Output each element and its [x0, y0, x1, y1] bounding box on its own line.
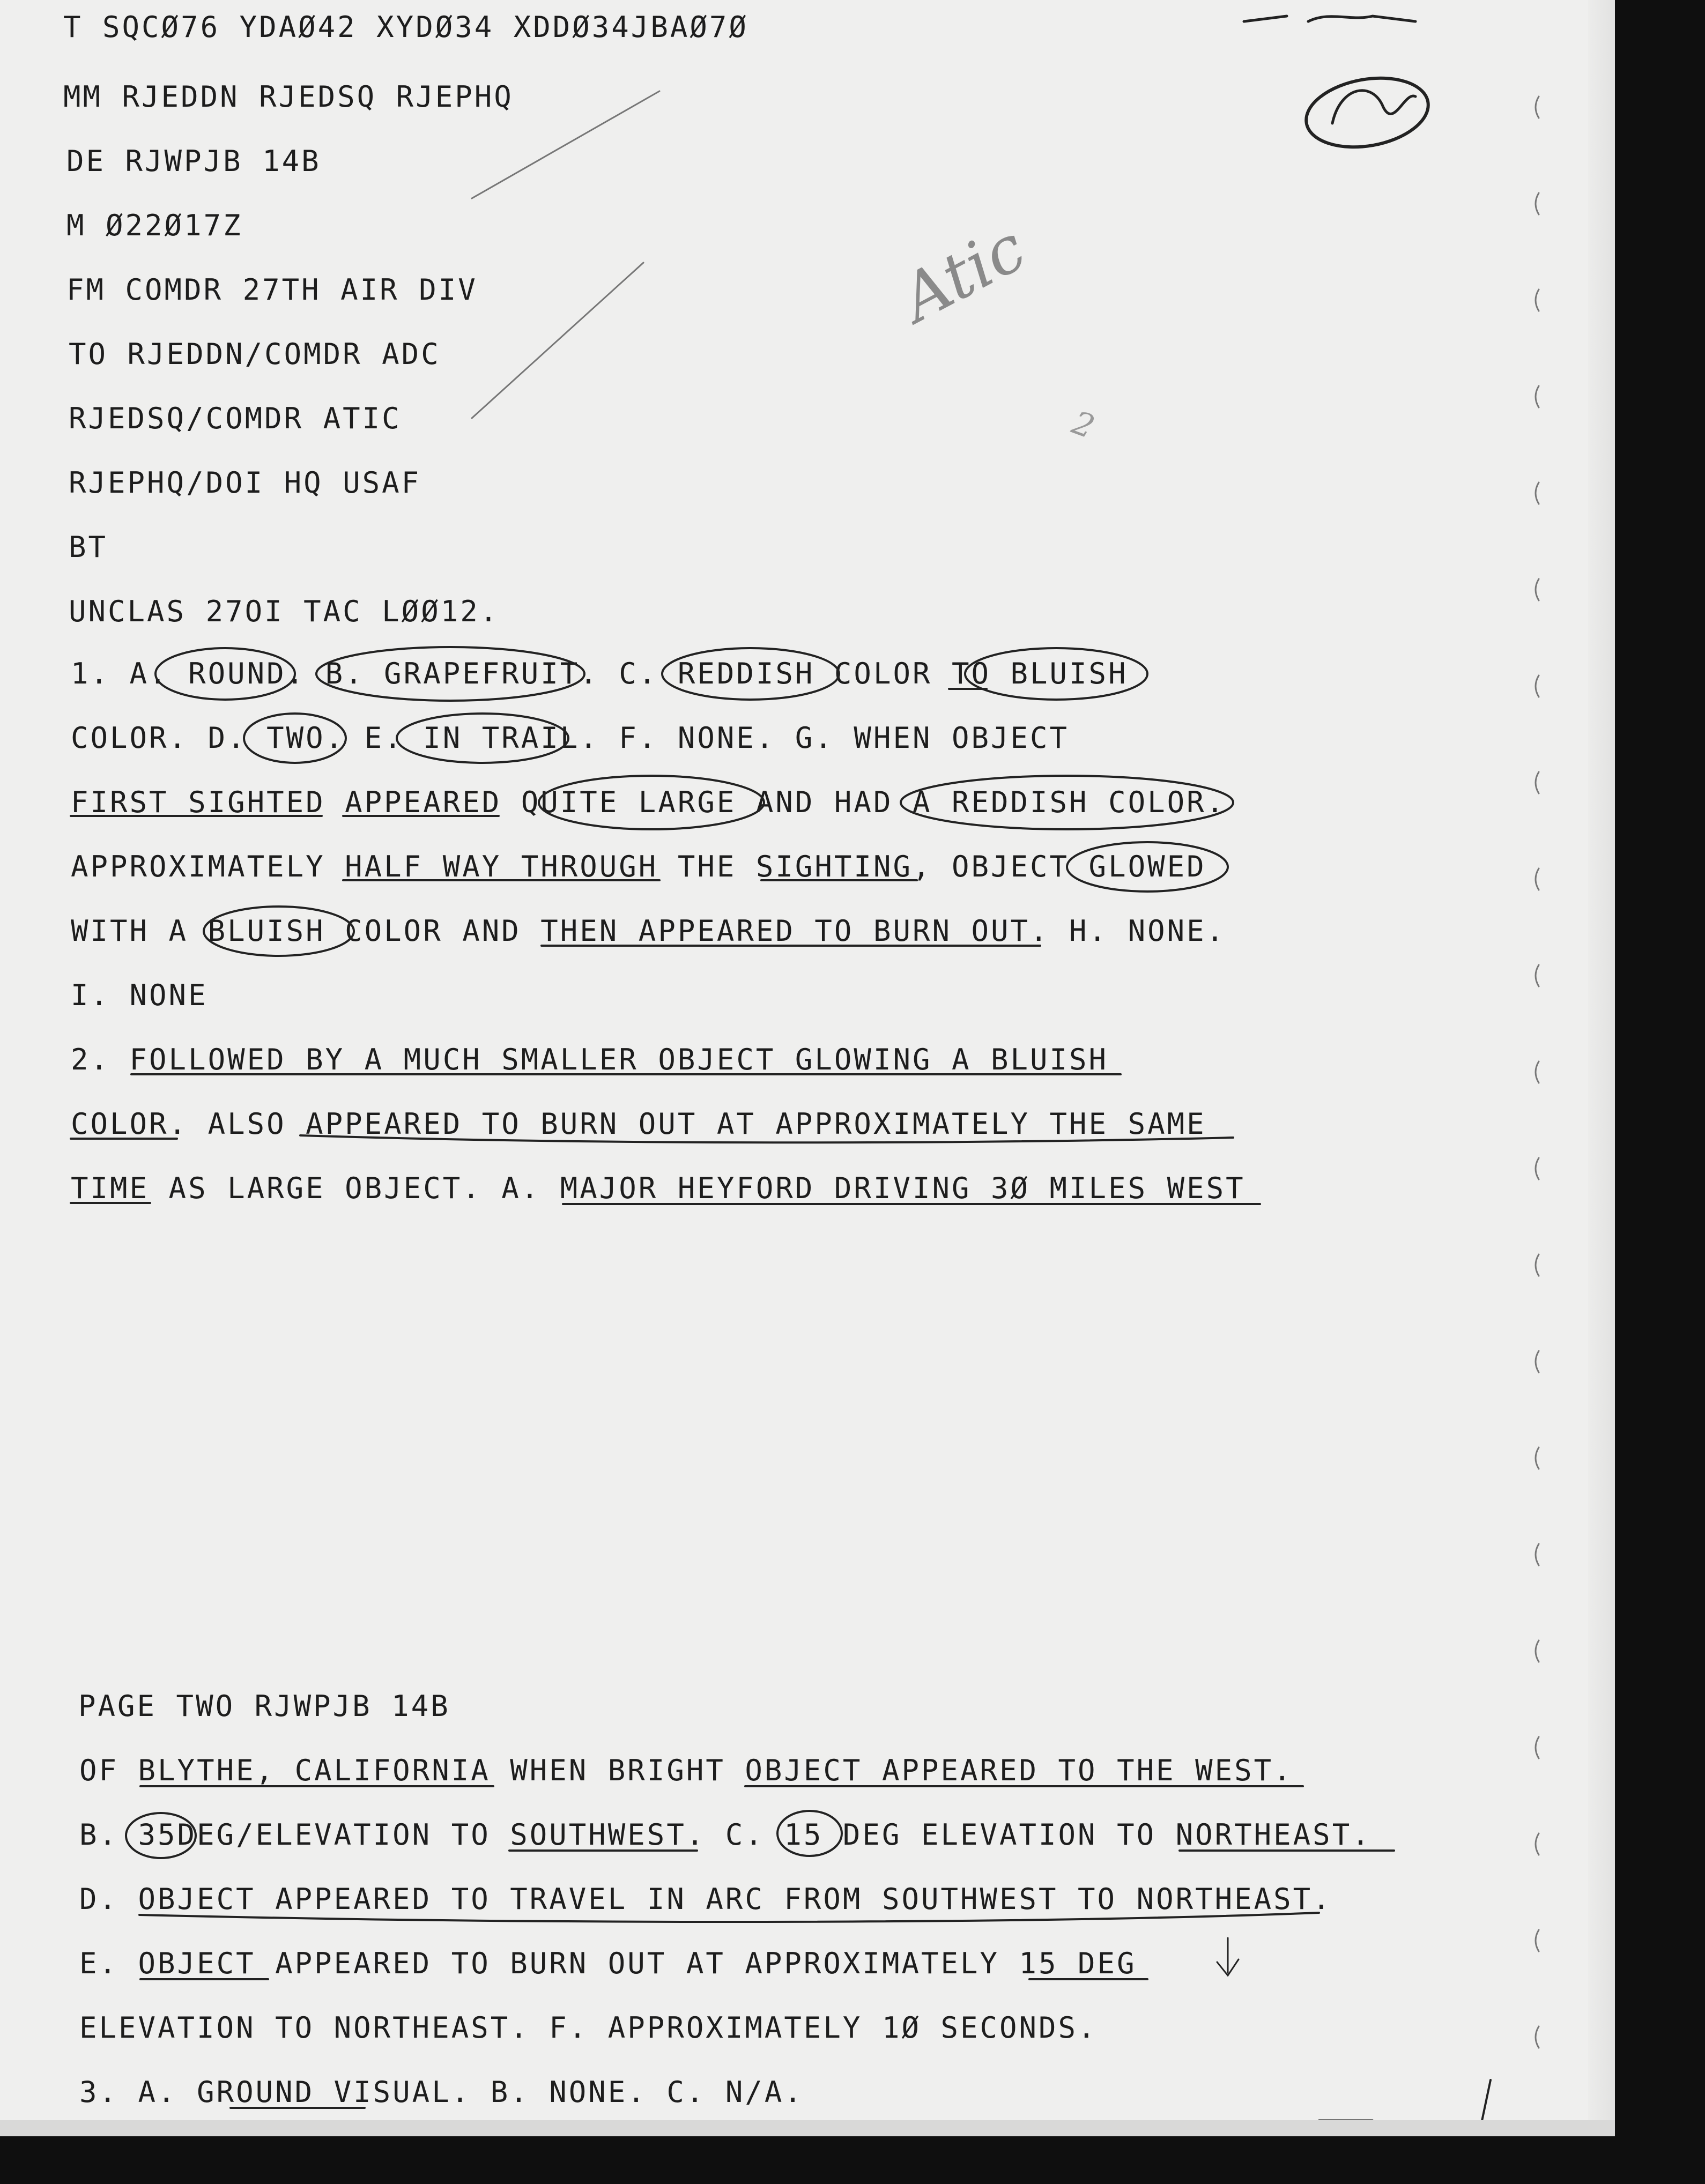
hand-arrow — [1217, 1938, 1239, 1975]
initials-circle — [1301, 69, 1434, 156]
header-line-routing: T SQCØ76 YDAØ42 XYDØ34 XDDØ34JBAØ7Ø — [63, 10, 748, 44]
page-two-line-4: E. OBJECT APPEARED TO BURN OUT AT APPROXIMATELY 15 DEG — [79, 1947, 1137, 1980]
scan-border-bottom — [0, 2136, 1705, 2184]
body-line-3: FIRST SIGHTED APPEARED QUITE LARGE AND HAD A REDDISH COLOR. — [71, 785, 1226, 819]
header-line-to-usaf: RJEPHQ/DOI HQ USAF — [69, 466, 421, 500]
initials-mark — [1332, 91, 1415, 123]
header-line-origin: DE RJWPJB 14B — [66, 144, 321, 178]
page-two-line-6: 3. A. GROUND VISUAL. B. NONE. C. N/A. — [79, 2075, 804, 2109]
header-line-break: BT — [69, 530, 108, 564]
header-line-to: TO RJEDDN/COMDR ADC — [69, 337, 441, 371]
header-line-datetime: M Ø22Ø17Z — [66, 209, 243, 242]
page-two-header: PAGE TWO RJWPJB 14B — [78, 1689, 450, 1723]
scan-edge-right — [1588, 0, 1615, 2136]
body-line-4: APPROXIMATELY HALF WAY THROUGH THE SIGHTING, OBJECT GLOWED — [71, 850, 1206, 883]
body-line-6: I. NONE — [71, 978, 208, 1012]
body-line-9: TIME AS LARGE OBJECT. A. MAJOR HEYFORD DRIVING 3Ø MILES WEST — [71, 1171, 1246, 1205]
margin-ticks — [1536, 96, 1539, 2048]
header-line-from: FM COMDR 27TH AIR DIV — [66, 273, 478, 307]
header-line-addressees: MM RJEDDN RJEDSQ RJEPHQ — [63, 80, 514, 114]
scan-border-right — [1615, 0, 1705, 2184]
pencil-note-number: 2 — [1067, 404, 1100, 447]
body-line-1: 1. A. ROUND. B. GRAPEFRUIT. C. REDDISH COLOR TO BLUISH — [71, 657, 1128, 690]
body-line-5: WITH A BLUISH COLOR AND THEN APPEARED TO BURN OUT. H. NONE. — [71, 914, 1226, 948]
top-right-scrawl — [1244, 16, 1415, 21]
pencil-stroke-2 — [472, 263, 643, 418]
page-two-line-3: D. OBJECT APPEARED TO TRAVEL IN ARC FROM SOUTHWEST TO NORTHEAST. — [79, 1882, 1332, 1916]
header-line-classification: UNCLAS 27OI TAC LØØ12. — [69, 595, 500, 628]
body-line-2: COLOR. D. TWO. E. IN TRAIL. F. NONE. G. WHEN OBJECT — [71, 721, 1070, 755]
page-two-line-5: ELEVATION TO NORTHEAST. F. APPROXIMATELY 1Ø SECONDS. — [79, 2011, 1098, 2045]
header-line-to-atic: RJEDSQ/COMDR ATIC — [69, 402, 402, 435]
page-two-line-1: OF BLYTHE, CALIFORNIA WHEN BRIGHT OBJECT APPEARED TO THE WEST. — [79, 1754, 1293, 1787]
body-line-7: 2. FOLLOWED BY A MUCH SMALLER OBJECT GLOWING A BLUISH — [71, 1043, 1109, 1076]
body-line-8: COLOR. ALSO APPEARED TO BURN OUT AT APPROXIMATELY THE SAME — [71, 1107, 1206, 1141]
pencil-note-atic: Atic — [889, 211, 1037, 337]
page-two-line-2: B. 35DEG/ELEVATION TO SOUTHWEST. C. 15 DEG ELEVATION TO NORTHEAST. — [79, 1818, 1372, 1852]
scan-edge-bottom — [0, 2120, 1615, 2136]
